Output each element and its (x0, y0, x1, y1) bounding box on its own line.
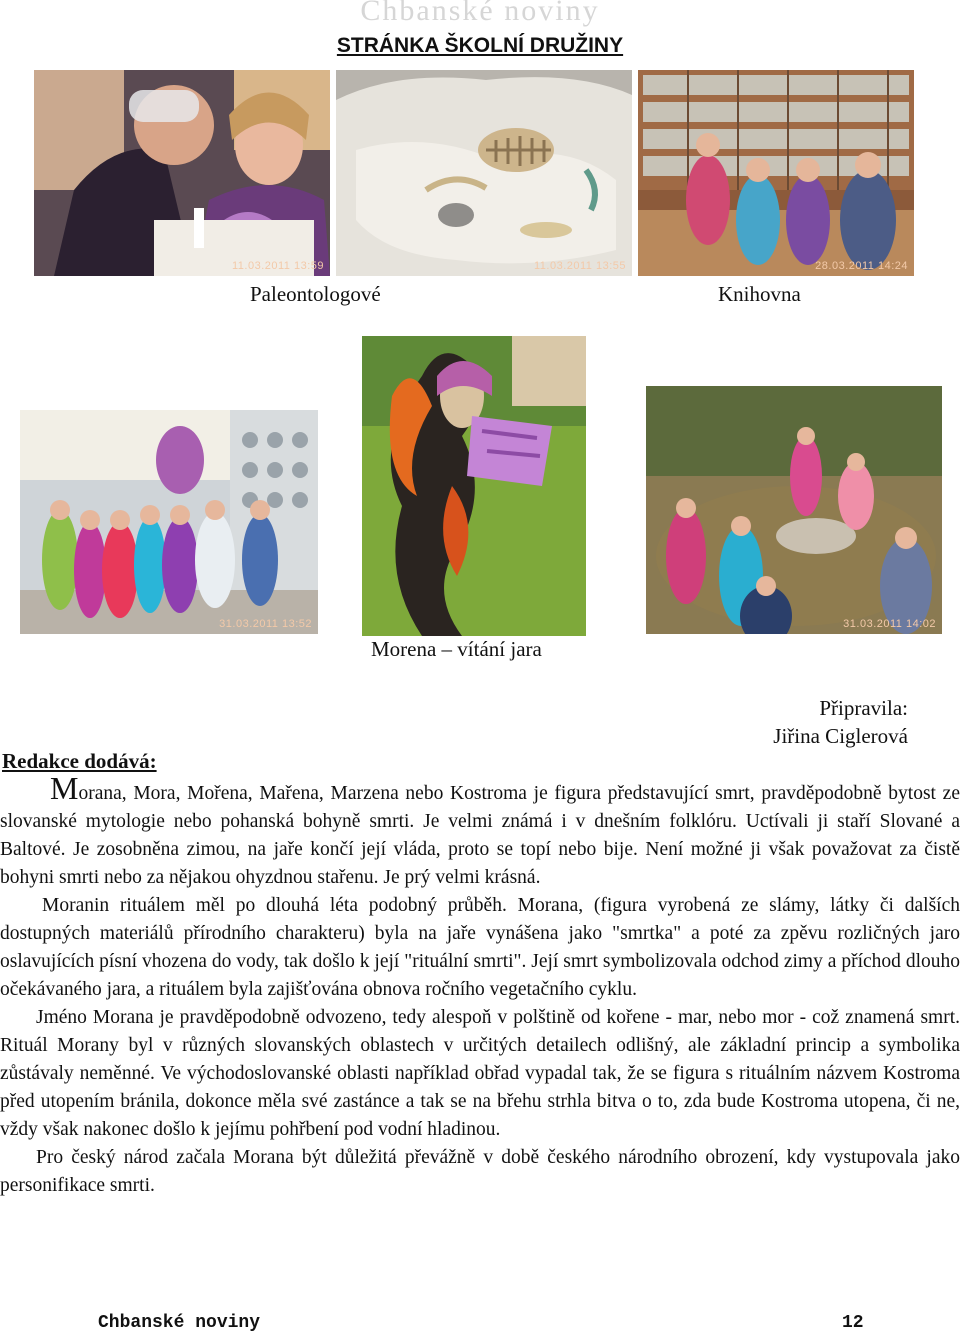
footer-publication: Chbanské noviny (98, 1313, 261, 1333)
photo-timestamp: 31.03.2011 14:02 (843, 618, 936, 630)
article-body (0, 770, 960, 1200)
photo-fossils (336, 70, 632, 276)
footer-page-number: 12 (842, 1313, 864, 1333)
drop-cap: M (50, 770, 79, 806)
photo-morena-burning (362, 336, 586, 636)
caption-paleontologists: Paleontologové (250, 282, 381, 306)
caption-morena: Morena – vítání jara (371, 637, 542, 661)
article-paragraph: Pro český národ začala Morana být důležitá převážně v době českého národního obrození, kdy vystupovala jako personifikace smrti. (0, 1147, 960, 1196)
article-paragraph: Jméno Morana je pravděpodobně odvozeno, tedy alespoň v polštině od kořene - mar, nebo mor - což znamená smrt. Rituál Morany byl v různých slovanských oblastech v určitých detailech odlišný, ale základní princip a symbolika zůstávaly neměnné. Ve východoslovanské oblasti například obřad vypadal tak, že se figura s rituálním názvem Kostroma před utopením bránila, dokonce měla své zastánce a tak se na břehu strhla bitva o to, zda bude Kostroma utopena, či ne, vždy však nakonec došlo k jejímu pohřbení pod vodní hladinou. (0, 1007, 960, 1140)
photo-library (638, 70, 914, 276)
photo-timestamp: 11.03.2011 13:59 (231, 260, 324, 272)
photo-timestamp: 31.03.2011 13:52 (219, 618, 312, 630)
article-paragraph: Moranin rituálem měl po dlouhá léta podobný průběh. Morana, (figura vyrobená ze slámy, látky či dalších dostupných materiálů přírodního charakteru) byla na jaře vynášena jako "smrtka" a poté za zpěvu rozličných jaro oslavujících písní vhozena do vody, tak došlo k její "rituální smrti". Její smrt symbolizovala odchod zimy a příchod dlouho očekávaného jara, a rituálem byla zajišťována obnova ročního vegetačního cyklu. (0, 895, 960, 1000)
photo-children-group (20, 410, 318, 634)
photo-fire-circle (646, 386, 942, 634)
caption-library: Knihovna (718, 282, 801, 306)
photo-paleontologists (34, 70, 330, 276)
credit-name: Jiřina Ciglerová (773, 724, 908, 748)
masthead: Chbanské noviny (360, 0, 600, 27)
photo-timestamp: 11.03.2011 13:55 (533, 260, 626, 272)
page-title: STRÁNKA ŠKOLNÍ DRUŽINY (336, 34, 624, 57)
article-paragraph (0, 770, 960, 892)
article-heading: Redakce dodává: (2, 749, 157, 773)
paragraph-text: orana, Mora, Mořena, Mařena, Marzena nebo Kostroma je figura představující smrt, pravděpodobně bytost ze slovanské mytologie nebo pohanská bohyně smrti. Je velmi známá i v dnešním folklóru. Uctívali ji staří Slované a Baltové. Je zosobněna zimou, na jaře končí její vláda, proto se topí nebo bije. Není možné ji však považovat za čistě bohyni smrti nebo za nějakou ohyzdnou stařenu. Je prý velmi krásná. (0, 783, 960, 888)
author-credit (773, 694, 908, 750)
credit-label: Připravila: (819, 696, 908, 720)
photo-timestamp: 28.03.2011 14:24 (815, 260, 908, 272)
